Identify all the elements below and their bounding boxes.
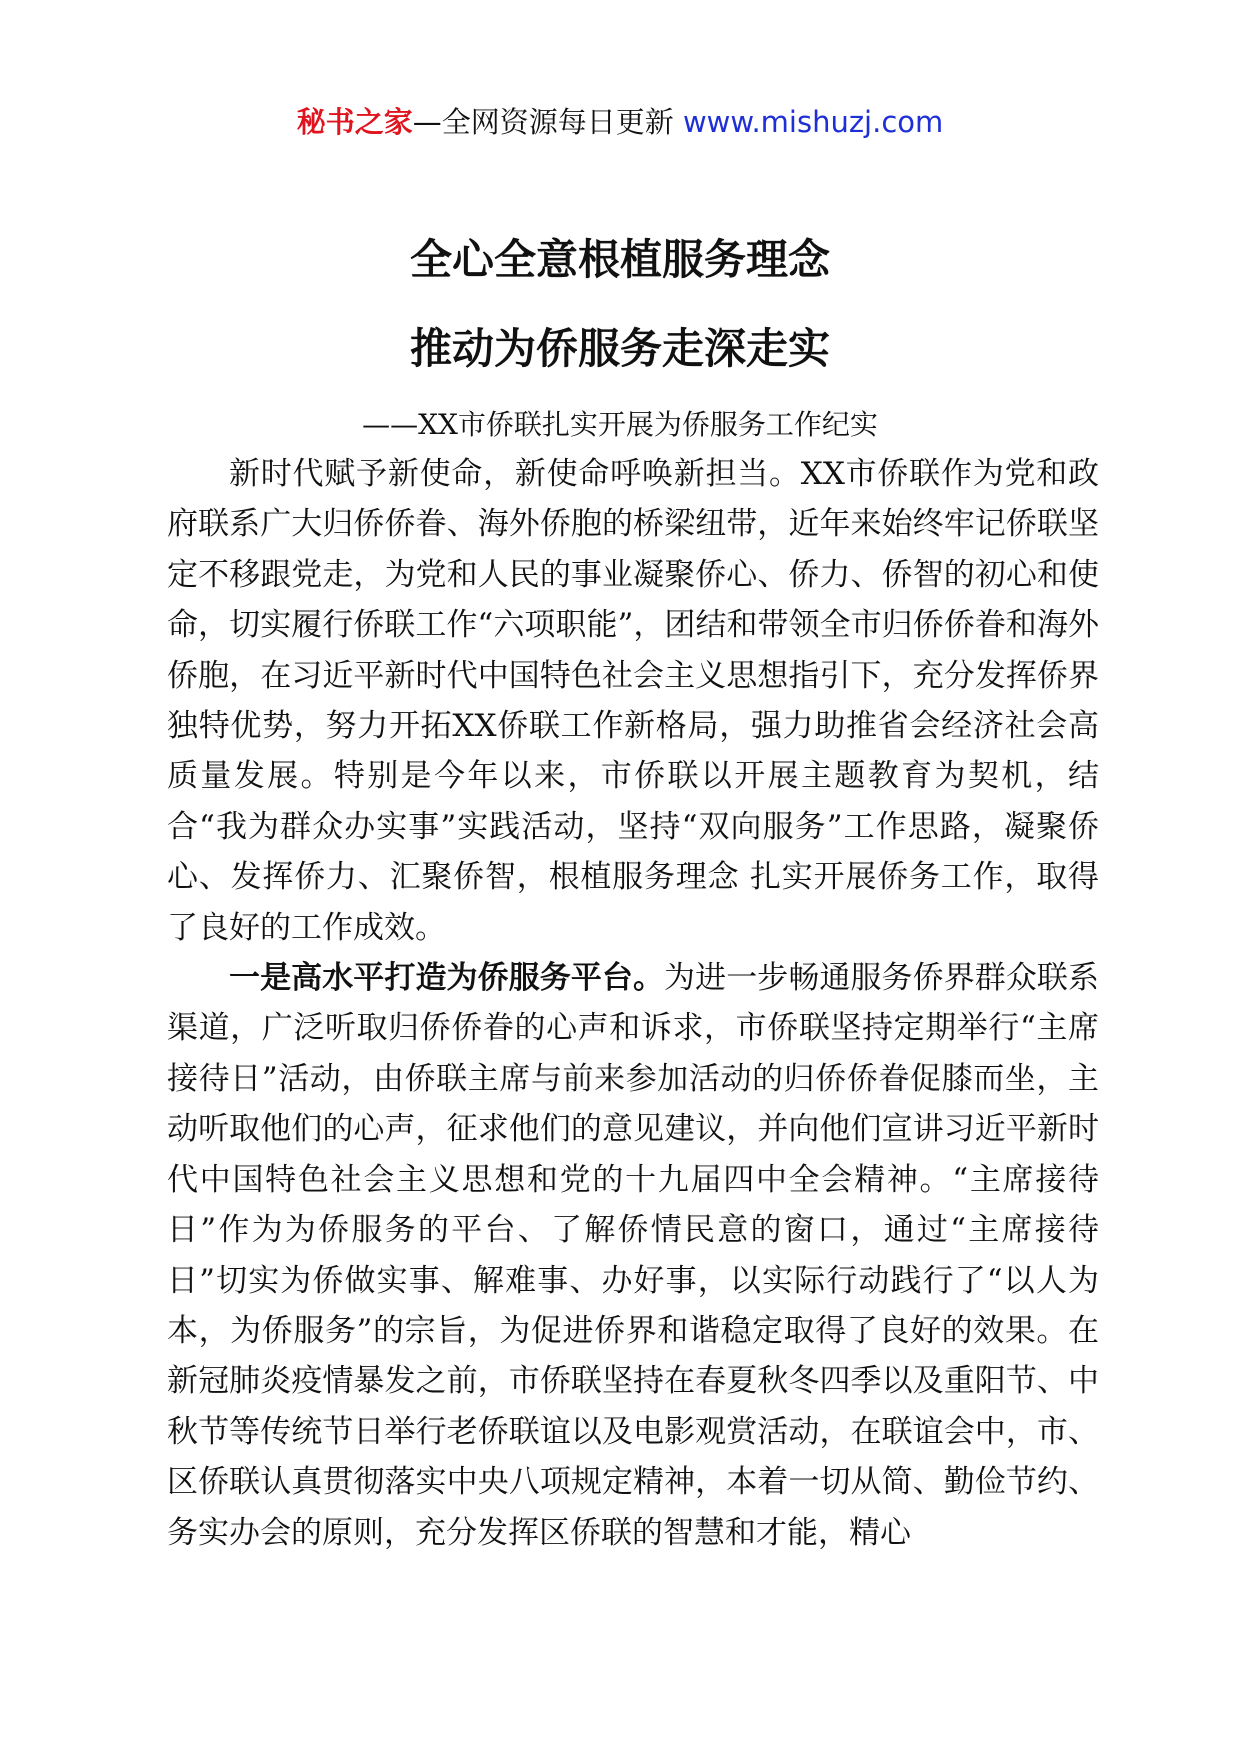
site-url[interactable]: www.mishuzj.com [682, 105, 944, 139]
paragraph-intro [167, 449, 1099, 953]
brand-name: 秘书之家 [296, 105, 413, 139]
header-tagline: —全网资源每日更新 [412, 105, 674, 139]
paragraph-text: 为进一步畅通服务侨界群众联系渠道，广泛听取归侨侨眷的心声和诉求，市侨联坚持定期举行“主席接待日”活动，由侨联主席与前来参加活动的归侨侨眷促膝而坐，主动听取他们的心声，征求他们的意见建议，并向他们宣讲习近平新时代中国特色社会主义思想和党的十九届四中全会精神。“主席接待日”作为为侨服务的平台、了解侨情民意的窗口，通过“主席接待日”切实为侨做实事、解难事、办好事，以实际行动践行了“以人为本，为侨服务”的宗旨，为促进侨界和谐稳定取得了良好的效果。在新冠肺炎疫情暴发之前，市侨联坚持在春夏秋冬四季以及重阳节、中秋节等传统节日举行老侨联谊以及电影观赏活动，在联谊会中，市、区侨联认真贯彻落实中央八项规定精神，本着一切从简、勤俭节约、务实办会的原则，充分发挥区侨联的智慧和才能，精心 [167, 960, 1100, 1551]
site-header [0, 102, 1240, 142]
document-subtitle: ——XX市侨联扎实开展为侨服务工作纪实 [362, 408, 878, 441]
document-title-line-1: 全心全意根植服务理念 [409, 235, 830, 284]
paragraph-lead: 一是高水平打造为侨服务平台。 [229, 960, 665, 997]
paragraph-text: 新时代赋予新使命，新使命呼唤新担当。XX市侨联作为党和政府联系广大归侨侨眷、海外侨胞的桥梁纽带，近年来始终牢记侨联坚定不移跟党走，为党和人民的事业凝聚侨心、侨力、侨智的初心和使命，切实履行侨联工作“六项职能”，团结和带领全市归侨侨眷和海外侨胞，在习近平新时代中国特色社会主义思想指引下，充分发挥侨界独特优势，努力开拓XX侨联工作新格局，强力助推省会经济社会高质量发展。特别是今年以来，市侨联以开展主题教育为契机，结合“我为群众办实事”实践活动，坚持“双向服务”工作思路，凝聚侨心、发挥侨力、汇聚侨智，根植服务理念 扎实开展侨务工作，取得了良好的工作成效。 [167, 456, 1099, 946]
document-title-line-2: 推动为侨服务走深走实 [409, 324, 830, 373]
paragraph-service-platform [167, 953, 1099, 1558]
document-body [167, 449, 1099, 1558]
